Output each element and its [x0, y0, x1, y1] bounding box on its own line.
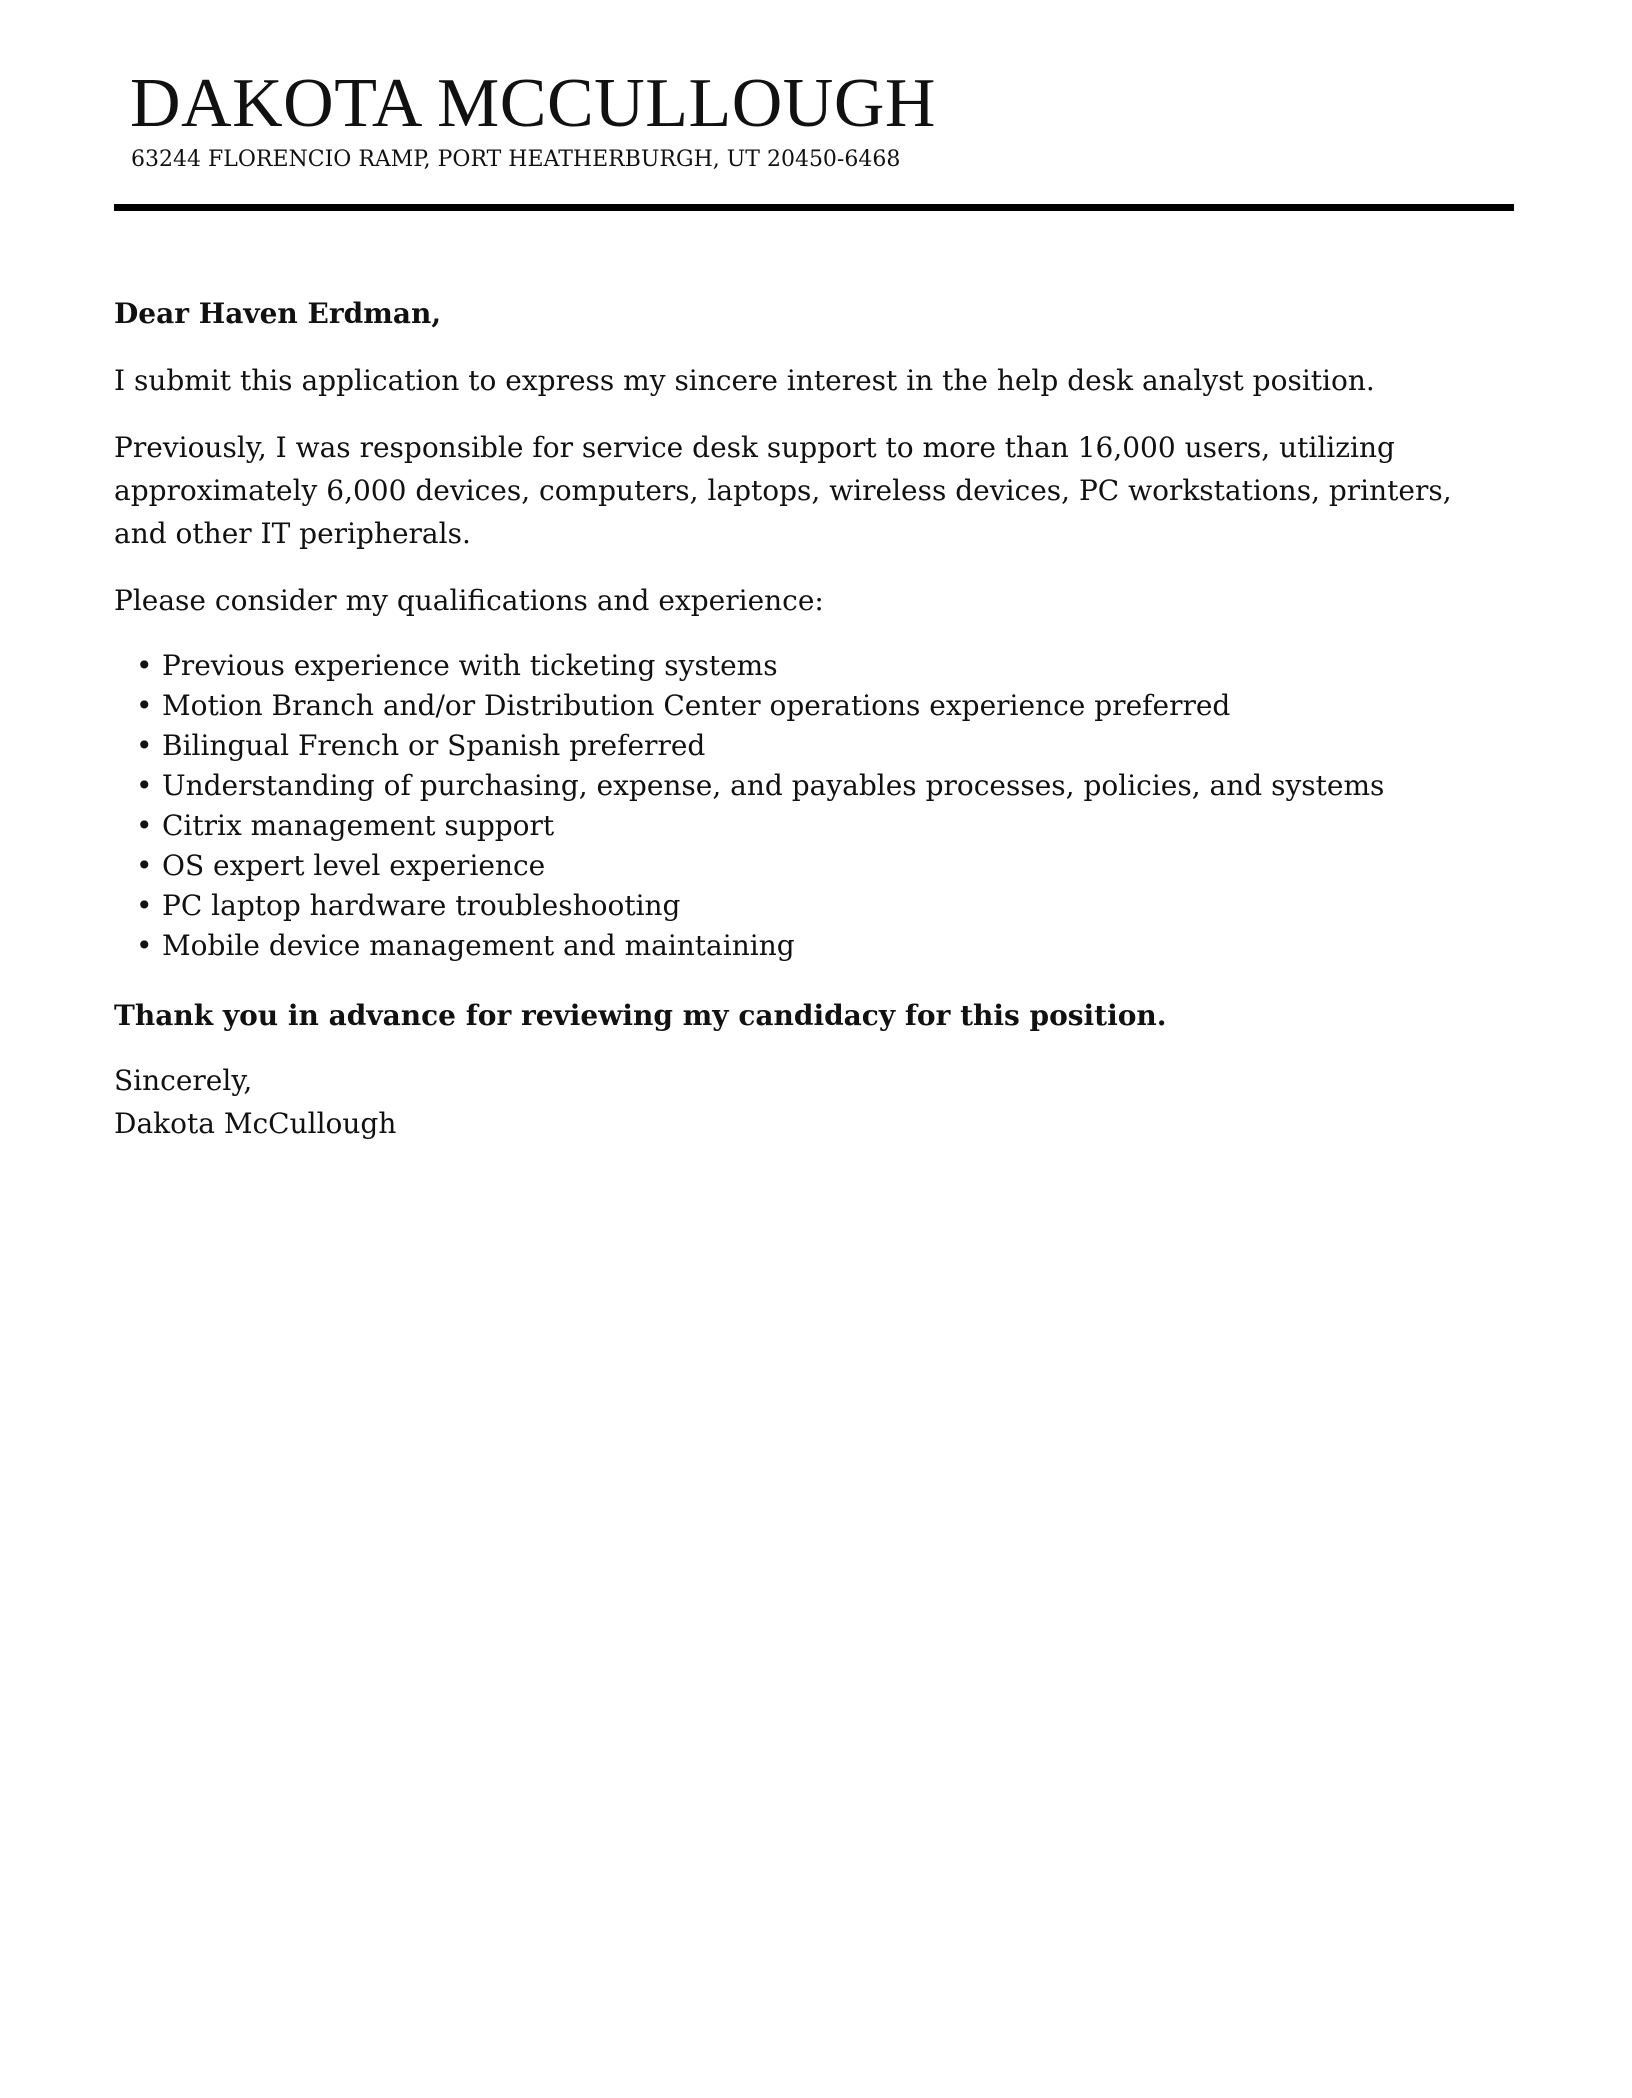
qualification-text: Previous experience with ticketing systems — [162, 649, 778, 682]
qualifications-intro: Please consider my qualifications and experience: — [114, 584, 824, 617]
applicant-address: 63244 FLORENCIO RAMP, PORT HEATHERBURGH, UT 20450-6468 — [131, 147, 901, 172]
qualification-text: PC laptop hardware troubleshooting — [162, 889, 681, 922]
bullet-icon: • — [136, 729, 153, 762]
bullet-icon: • — [136, 689, 153, 722]
list-item — [114, 846, 1484, 886]
letter-header — [114, 62, 1514, 174]
qualification-text: Understanding of purchasing, expense, and payables processes, policies, and systems — [162, 769, 1385, 802]
qualification-text: Mobile device management and maintaining — [162, 929, 795, 962]
bullet-icon: • — [136, 809, 153, 842]
bullet-icon: • — [136, 769, 153, 802]
list-item — [114, 766, 1484, 806]
bullet-icon: • — [136, 889, 153, 922]
qualification-text: Motion Branch and/or Distribution Center operations experience preferred — [162, 689, 1231, 722]
signature-name: Dakota McCullough — [114, 1107, 397, 1140]
experience-paragraph: Previously, I was responsible for service desk support to more than 16,000 users, utilizing approximately 6,000 devices, computers, laptops, wireless devices, PC workstations, printers, and other IT peripherals. — [114, 431, 1452, 550]
salutation: Dear Haven Erdman, — [114, 297, 442, 330]
bullet-icon: • — [136, 849, 153, 882]
header-divider — [114, 204, 1514, 211]
qualifications-list — [114, 646, 1484, 966]
list-item — [114, 926, 1484, 966]
bullet-icon: • — [136, 929, 153, 962]
intro-paragraph: I submit this application to express my sincere interest in the help desk analyst position. — [114, 364, 1375, 397]
list-item — [114, 686, 1484, 726]
list-item — [114, 806, 1484, 846]
closing-statement: Thank you in advance for reviewing my candidacy for this position. — [114, 999, 1167, 1032]
list-item — [114, 646, 1484, 686]
qualification-text: Bilingual French or Spanish preferred — [162, 729, 706, 762]
qualification-text: Citrix management support — [162, 809, 555, 842]
list-item — [114, 886, 1484, 926]
signoff: Sincerely, — [114, 1064, 253, 1097]
letter-body — [114, 292, 1484, 1145]
bullet-icon: • — [136, 649, 153, 682]
applicant-name: DAKOTA MCCULLOUGH — [130, 65, 936, 142]
list-item — [114, 726, 1484, 766]
qualification-text: OS expert level experience — [162, 849, 546, 882]
